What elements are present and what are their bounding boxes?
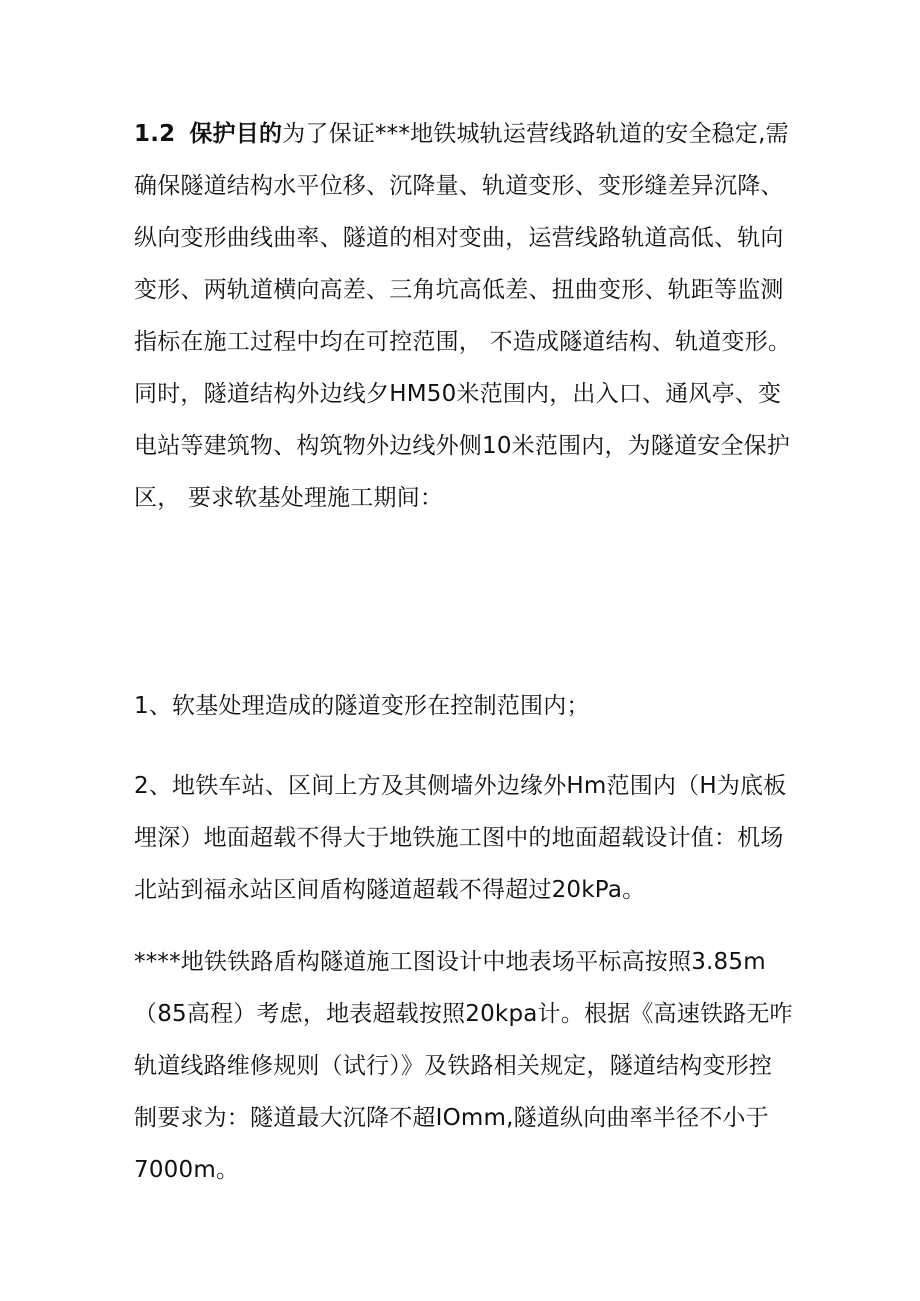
note-line: 7000m。 — [134, 1157, 240, 1183]
note-line: ****地铁铁路盾构隧道施工图设计中地表场平标高按照3.85m — [134, 949, 766, 975]
paragraph-line: 为了保证***地铁城轨运营线路轨道的安全稳定,需 — [282, 121, 789, 147]
section-first-line — [134, 118, 789, 150]
requirement-line: 埋深）地面超载不得大于地铁施工图中的地面超载设计值：机场 — [134, 825, 784, 851]
section-number: 1.2 — [134, 121, 176, 147]
paragraph-line: 纵向变形曲线曲率、隧道的相对变曲，运营线路轨道高低、轨向 — [134, 225, 784, 251]
paragraph-line: 变形、两轨道横向高差、三角坑高低差、扭曲变形、轨距等监测 — [134, 277, 784, 303]
section-heading: 保护目的 — [189, 121, 283, 147]
note-line: （85高程）考虑，地表超载按照20kpa计。根据《高速铁路无咋 — [134, 1001, 793, 1027]
paragraph-line: 确保隧道结构水平位移、沉降量、轨道变形、变形缝差异沉降、 — [134, 173, 784, 199]
paragraph-line: 指标在施工过程中均在可控范围， 不造成隧道结构、轨道变形。 — [134, 329, 792, 355]
paragraph-line: 区， 要求软基处理施工期间： — [134, 485, 444, 511]
note-line: 制要求为：隧道最大沉降不超IOmm,隧道纵向曲率半径不小于 — [134, 1105, 769, 1131]
paragraph-line: 电站等建筑物、构筑物外边线外侧10米范围内，为隧道安全保护 — [134, 433, 791, 459]
paragraph-line: 同时，隧道结构外边线夕HM50米范围内，出入口、通风亭、变 — [134, 381, 782, 407]
requirement-line: 1、软基处理造成的隧道变形在控制范围内； — [134, 693, 590, 719]
requirement-line: 2、地铁车站、区间上方及其侧墙外边缘外Hm范围内（H为底板 — [134, 773, 787, 799]
requirement-line: 北站到福永站区间盾构隧道超载不得超过20kPa。 — [134, 877, 646, 903]
note-line: 轨道线路维修规则（试行）》及铁路相关规定，隧道结构变形控 — [134, 1053, 773, 1079]
